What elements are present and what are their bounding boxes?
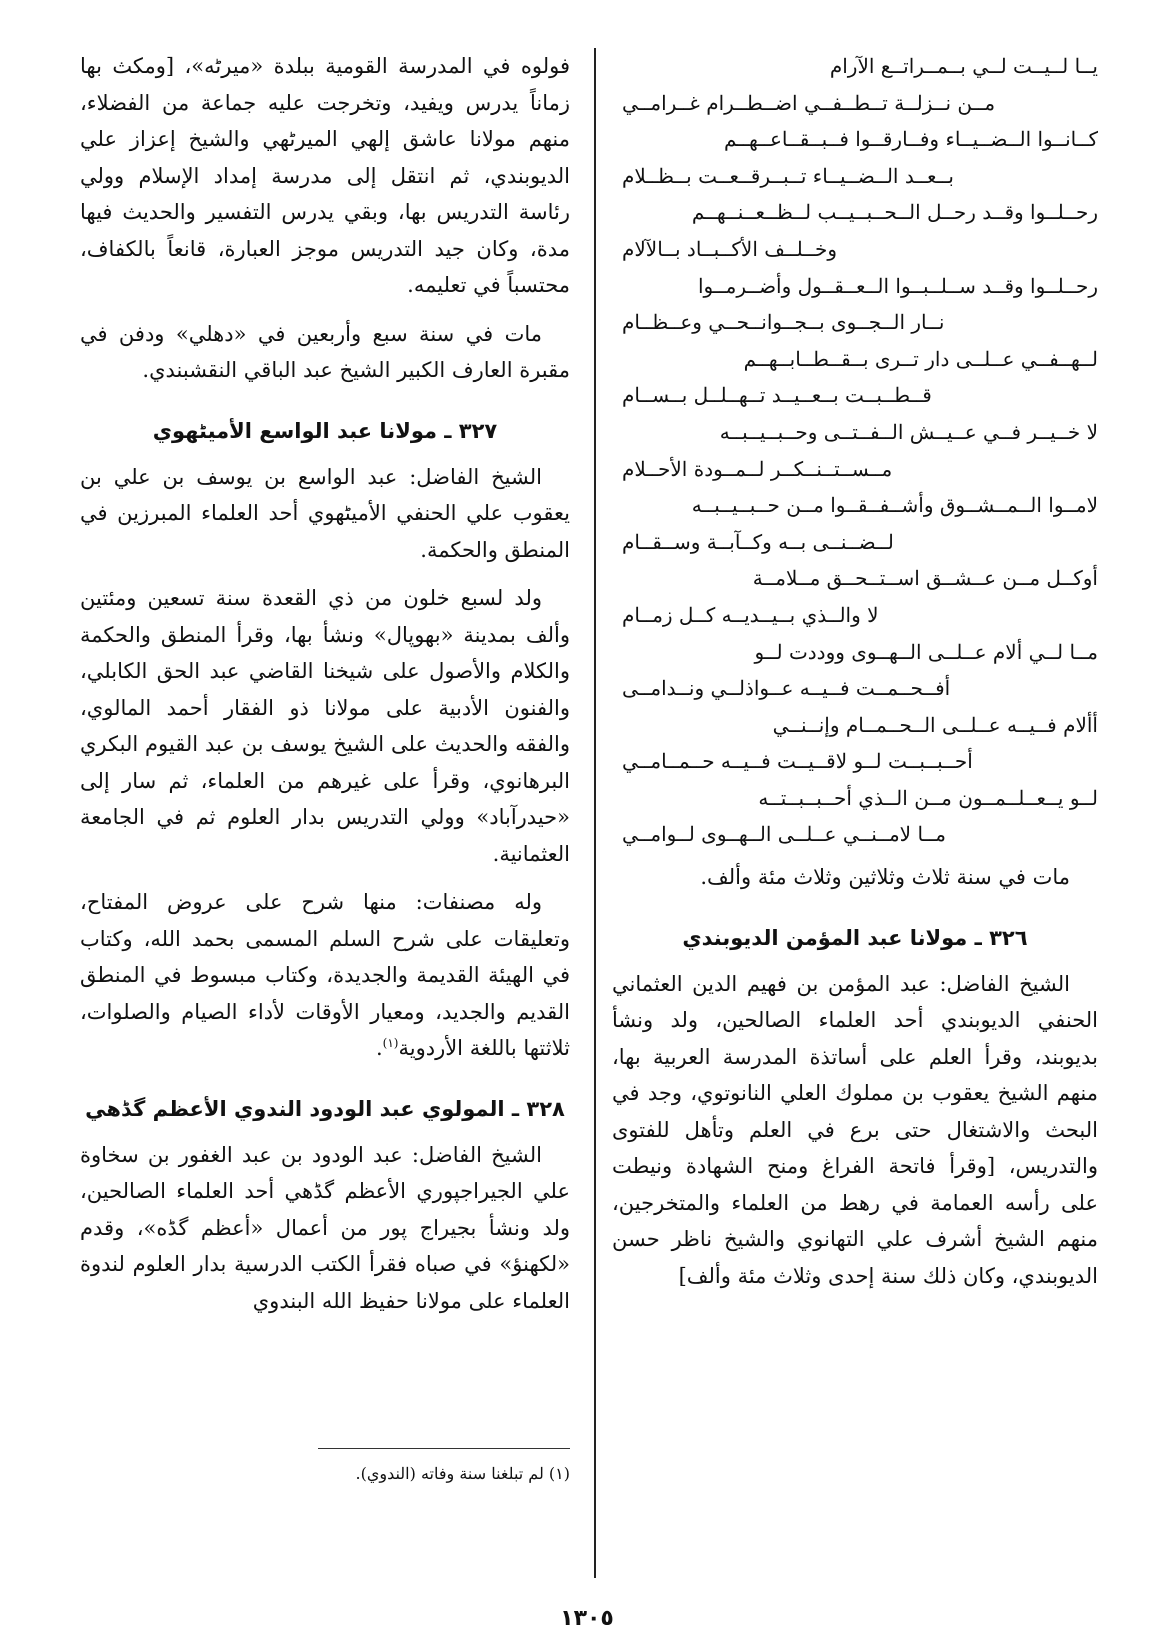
poem-verse: قــطــبــت بــعــيــد تــهــلــل بــســام xyxy=(622,383,932,408)
entry-326-paragraph: الشيخ الفاضل: عبد المؤمن بن فهيم الدين العثماني الحنفي الديوبندي أحد العلماء الصالحين، ولد ونشأ بديوبند، وقرأ العلم على أساتذة المدرسة العربية بها، منهم الشيخ يعقوب بن مملوك العلي النانوتوي، وجد في البحث والاشتغال حتى برع في العلم وتأهل للفتوى والتدريس، [وقرأ فاتحة الفراغ ومنح الشهادة ونيطت على رأسه العمامة في رهط من العلماء والمتخرجين، منهم الشيخ أشرف علي التهانوي والشيخ ناظر حسن الديوبندي، وكان ذلك سنة إحدى وثلاث مئة وألف] xyxy=(612,971,1098,1288)
poem-verse: مــا لامــنــي عــلــى الــهــوى لــوامــي xyxy=(622,822,946,847)
poem xyxy=(612,48,1098,853)
entry-328-paragraph: الشيخ الفاضل: عبد الودود بن عبد الغفور بن سخاوة علي الجيراجپوري الأعظم گڈهي أحد العلماء الصالحين، ولد ونشأ بجيراج پور من أعمال «أعظم گڈه»، وقدم «لكهنؤ» في صباه فقرأ الكتب الدرسية بدار العلوم لندوة العلماء على مولانا حفيظ الله البندوي xyxy=(80,1142,570,1313)
column-divider xyxy=(594,48,596,1578)
entry-327-paragraph-1: الشيخ الفاضل: عبد الواسع بن يوسف بن علي بن يعقوب علي الحنفي الأميٹهوي أحد العلماء المبرزين في المنطق والحكمة. xyxy=(80,464,570,562)
poem-verse: أفــحــمــت فــيــه عــواذلــي ونــدامــى xyxy=(622,676,951,701)
entry-327-paragraph-2: ولد لسبع خلون من ذي القعدة سنة تسعين ومئتين وألف بمدينة «بهوپال» ونشأ بها، وقرأ المنطق والحكمة والكلام والأصول على شيخنا القاضي عبد الحق الكابلي، والفنون الأدبية على مولانا ذو الفقار أحمد المالوي، والفقه والحديث على الشيخ يوسف بن عبد القيوم البكري البرهانوي، وقرأ على غيرهم من العلماء، ثم سار إلى «حيدرآباد» وولي التدريس بدار العلوم ثم في الجامعة العثمانية. xyxy=(80,586,570,866)
works-end: . xyxy=(375,1036,383,1060)
footnote-separator xyxy=(318,1448,570,1449)
poem-verse: لا والــذي بــيــديــه كــل زمــام xyxy=(622,602,879,627)
poem-verse: لــهــفــي عــلــى دار تــرى بــقــطــابــهــم xyxy=(743,346,1098,371)
poem-verse: لا خــيــر فــي عــيــش الــفــتــى وحــبــيــبــه xyxy=(719,419,1098,444)
poem-verse: لــضــنــى بــه وكــآبــة وســقــام xyxy=(622,529,894,554)
poem-verse: لــو يــعــلــمــون مــن الــذي أحــبــبــتــه xyxy=(758,785,1098,810)
left-column xyxy=(80,48,570,1331)
right-column xyxy=(612,48,1098,1306)
entry-327-heading: ٣٢٧ ـ مولانا عبد الواسع الأميٹهوي xyxy=(152,418,498,443)
poem-verse: مــن نــزلــة تــطــفــي اضــطــرام غــرامــي xyxy=(622,90,996,115)
poem-verse: بــعــد الــضــيــاء تــبــرقــعــت بــظــلام xyxy=(622,163,954,188)
poem-verse: نــار الــجــوى بــجــوانــحــي وعــظــام xyxy=(622,310,945,335)
poem-verse: لامــوا الــمــشــوق وأشــفــقــوا مــن حــبــيــبــه xyxy=(691,493,1098,518)
death-paragraph: مات في سنة سبع وأربعين في «دهلي» ودفن في مقبرة العارف الكبير الشيخ عبد الباقي النقشبندي. xyxy=(80,321,570,382)
poem-verse: أألام فــيــه عــلــى الــحــمــام وإنــنــي xyxy=(772,712,1098,737)
poem-verse: مــا لــي ألام عــلــى الــهــوى ووددت لــو xyxy=(754,639,1098,664)
death-note: مات في سنة ثلاث وثلاثين وثلاث مئة وألف. xyxy=(700,865,1070,890)
works-text: وله مصنفات: منها شرح على عروض المفتاح، وتعليقات على شرح السلم المسمى بحمد الله، وكتاب في الهيئة القديمة والجديدة، وكتاب مبسوط في المنطق القديم والجديد، ومعيار الأوقات لأداء الصيام والصلوات، ثلاثتها باللغة الأردوية xyxy=(80,890,570,1060)
page-number: ١٣٠٥ xyxy=(560,1606,614,1631)
continuation-paragraph: فولوه في المدرسة القومية ببلدة «ميرٹه»، [ومكث بها زماناً يدرس ويفيد، وتخرجت عليه جماعة من الفضلاء، منهم مولانا عاشق إلهي الميرٹهي والشيخ إعزاز علي الديوبندي، ثم انتقل إلى مدرسة إمداد الإسلام وولي رئاسة التدريس بها، وبقي يدرس التفسير والحديث فيها مدة، وكان جيد التدريس موجز العبارة، قانعاً بالكفاف، محتسباً في تعليمه. xyxy=(80,54,570,297)
entry-328-heading: ٣٢٨ ـ المولوي عبد الودود الندوي الأعظم گڈهي xyxy=(85,1096,565,1121)
footnote: (١) لم تبلغنا سنة وفاته (الندوي). xyxy=(355,1464,570,1483)
poem-verse: أحــبــبــت لــو لاقــيــت فــيــه حــمــامــي xyxy=(622,749,973,774)
poem-verse: رحــلــوا وقــد رحــل الــحــبــيــب لــظــعــنــهــم xyxy=(691,200,1098,225)
poem-verse: وخــلــف الأكــبــاد بــالآلام xyxy=(622,236,838,261)
entry-327-works-paragraph xyxy=(80,884,570,1067)
poem-verse: يــا لــيــت لــي بــمــراتــع الآرام xyxy=(829,54,1098,78)
poem-verse: أوكــل مــن عــشــق اســتــحــق مــلامــة xyxy=(752,566,1098,591)
entry-326-heading: ٣٢٦ ـ مولانا عبد المؤمن الديوبندي xyxy=(682,925,1028,950)
poem-verse: رحــلــوا وقــد ســلــبــوا الــعــقــول وأضــرمــوا xyxy=(698,273,1098,298)
poem-verse: كــانــوا الــضــيــاء وفــارقــوا فــبــقــاعــهــم xyxy=(724,127,1098,152)
footnote-marker: (١) xyxy=(382,1036,399,1050)
poem-verse: مــســتــنــكــر لــمــودة الأحــلام xyxy=(622,456,893,481)
